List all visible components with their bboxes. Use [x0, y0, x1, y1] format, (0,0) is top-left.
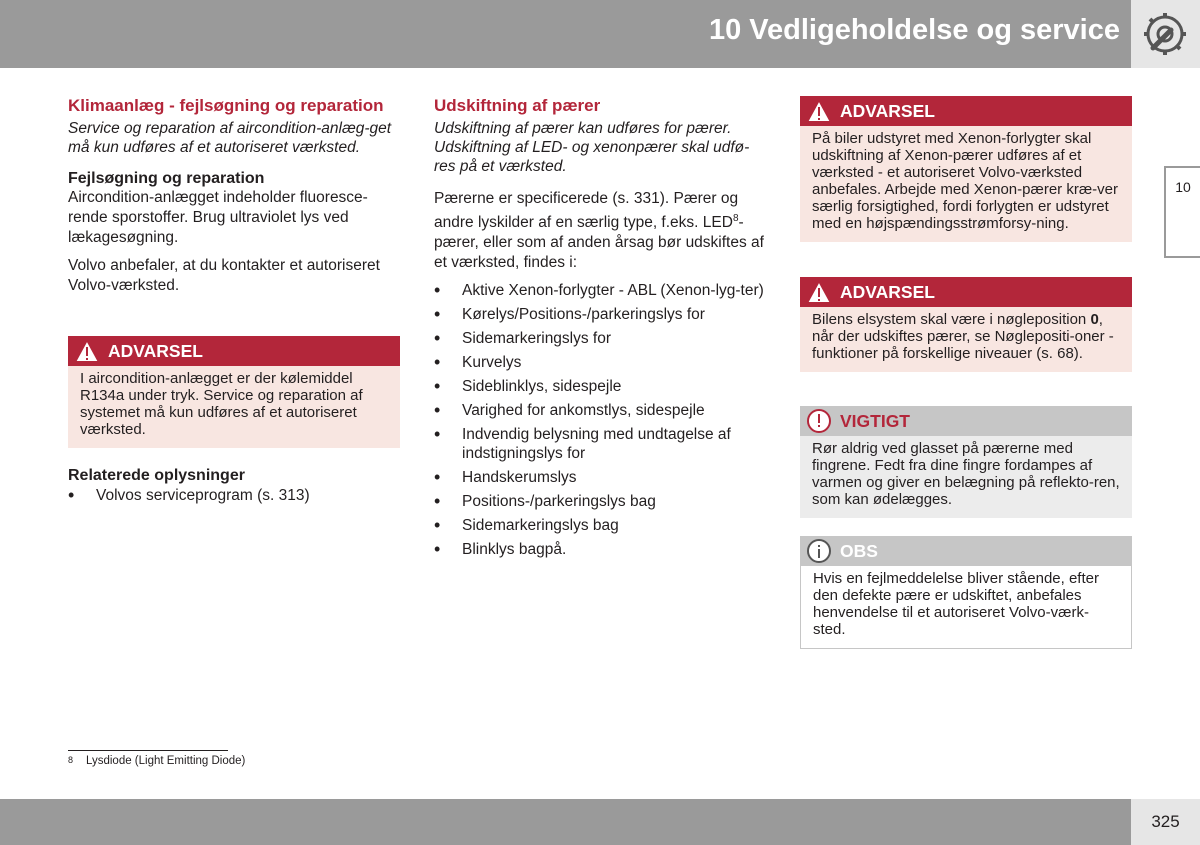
warning-box-xenon [800, 96, 1132, 242]
footnote-number: 8 [68, 755, 74, 765]
footnote-divider [68, 750, 228, 751]
footnote-ref: 8 [732, 213, 739, 224]
warning-text-part: Bilens elsystem skal være i nøgleposition [812, 311, 1091, 328]
bulb-list [434, 281, 766, 559]
intro-text: Pærerne er specificerede (s. 331). Pærer og andre lyskilder af en særlig type, f.eks. LED [434, 190, 739, 232]
footnote [68, 755, 245, 767]
warning-label: ADVARSEL [840, 101, 935, 121]
left-column [68, 95, 402, 296]
paragraph: Aircondition-anlægget indeholder fluoresce-rende sporstoffer. Brug ultraviolet lys ved lækagesøgning. [68, 189, 368, 246]
section-heading-bulbs: Udskiftning af pærer [434, 96, 601, 115]
list-item: • Blinklys bagpå. [434, 540, 766, 559]
list-item: • Varighed for ankomstlys, sidespejle [434, 401, 766, 420]
section-heading-climate: Klimaanlæg - fejlsøgning og reparation [68, 96, 384, 115]
warning-header [800, 96, 1132, 126]
footnote-text: Lysdiode (Light Emitting Diode) [86, 755, 246, 767]
warning-header [800, 277, 1132, 307]
info-circle-icon [806, 538, 832, 564]
related-list [68, 486, 402, 505]
chapter-tab-number: 10 [1166, 168, 1200, 256]
section-lead: Udskiftning af pærer kan udføres for pærer. Udskiftning af LED- og xenonpærer skal udfø-res på et værksted. [434, 120, 750, 175]
chapter-tab [1164, 166, 1200, 258]
list-item: • Handskerumslys [434, 468, 766, 487]
chapter-title: 10 Vedligeholdelse og service [708, 14, 1120, 46]
intro-paragraph [434, 189, 766, 273]
related-section [68, 466, 402, 505]
note-text: Hvis en fejlmeddelelse bliver stående, efter den defekte pære er udskiftet, anbefales henvendelse til et autoriseret Volvo-værk-sted. [800, 566, 1132, 649]
warning-triangle-icon [806, 279, 832, 305]
warning-text-part: , når der udskiftes pærer, se Nøglepositi-oner - funktioner på forskellige niveauer (s. 68). [812, 311, 1114, 362]
page-number: 325 [1151, 812, 1180, 831]
note-label: OBS [840, 541, 878, 561]
paragraph: Volvo anbefaler, at du kontakter et autoriseret Volvo-værksted. [68, 257, 380, 294]
warning-label: ADVARSEL [840, 282, 935, 302]
important-label: VIGTIGT [840, 411, 910, 431]
key-position-value: 0 [1090, 311, 1099, 328]
exclamation-circle-icon [806, 408, 832, 434]
warning-text [800, 307, 1132, 372]
warning-triangle-icon [806, 98, 832, 124]
related-heading: Relaterede oplysninger [68, 467, 245, 484]
list-item: • Aktive Xenon-forlygter - ABL (Xenon-lyg-ter) [434, 281, 766, 300]
warning-box-climate [68, 336, 400, 448]
list-item: • Sideblinklys, sidespejle [434, 377, 766, 396]
warning-box-key-position [800, 277, 1132, 372]
important-header [800, 406, 1132, 436]
intro-text: -pærer, eller som af anden årsag bør udskiftes af et værksted, findes i: [434, 214, 764, 272]
list-item: • Sidemarkeringslys bag [434, 516, 766, 535]
list-item: • Sidemarkeringslys for [434, 329, 766, 348]
note-header [800, 536, 1132, 566]
warning-text: På biler udstyret med Xenon-forlygter skal udskiftning af Xenon-pærer udføres af et værksted - et autoriseret Volvo-værksted anbefales. Arbejde med Xenon-pærer kræ-ver særlig forsigtighed, fordi forlygten er udstyret med en højspændingsstrømforsy-ning. [800, 126, 1132, 242]
wrench-gear-icon [1131, 0, 1200, 68]
middle-column [434, 95, 766, 564]
chapter-icon-box [1131, 0, 1200, 68]
warning-text: I aircondition-anlægget er der kølemiddel R134a under tryk. Service og reparation af systemet må kun udføres af et autoriseret værksted. [68, 366, 400, 448]
warning-triangle-icon [74, 338, 100, 364]
note-box [800, 536, 1132, 649]
list-item: • Kørelys/Positions-/parkeringslys for [434, 305, 766, 324]
section-lead: Service og reparation af aircondition-anlæg-get må kun udføres af et autoriseret værksted. [68, 120, 392, 156]
list-item: • Positions-/parkeringslys bag [434, 492, 766, 511]
warning-label: ADVARSEL [108, 341, 203, 361]
page-header [0, 0, 1200, 68]
important-box [800, 406, 1132, 518]
related-link[interactable]: • Volvos serviceprogram (s. 313) [68, 486, 402, 505]
subheading-troubleshooting: Fejlsøgning og reparation [68, 170, 265, 187]
important-text: Rør aldrig ved glasset på pærerne med fingrene. Fedt fra dine fingre fordampes af varmen og giver en belægning på reflekto-ren, som kan ødelægges. [800, 436, 1132, 518]
warning-header [68, 336, 400, 366]
page-footer [0, 799, 1200, 845]
list-item: • Indvendig belysning med undtagelse af indstigningslys for [434, 425, 766, 463]
list-item: • Kurvelys [434, 353, 766, 372]
